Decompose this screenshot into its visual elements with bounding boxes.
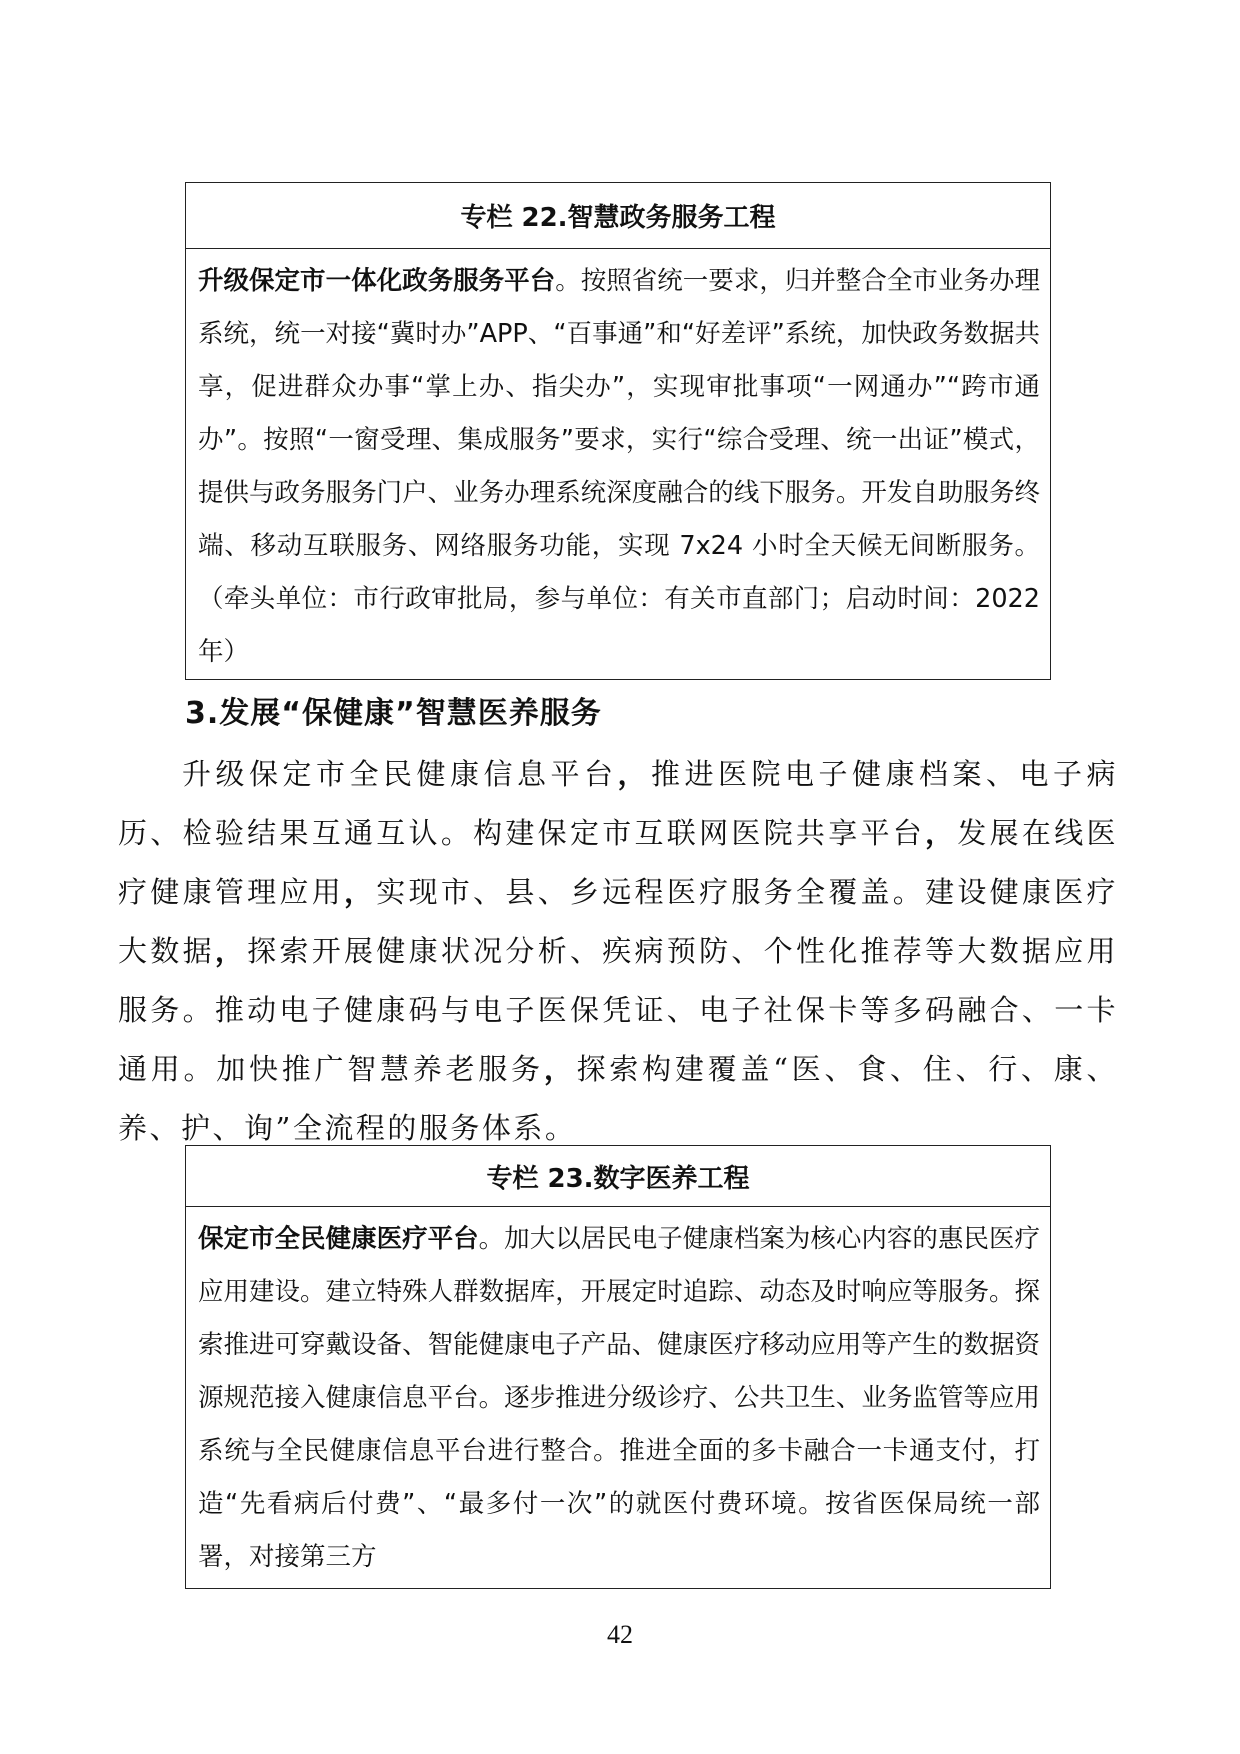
para-seg-1: 升级保定市全民健康信息平台: [182, 757, 618, 791]
column-23-title: 专栏 23.数字医养工程: [186, 1146, 1050, 1207]
para-seg-2: ，推进医院电子健康档案、电子病历、检验结果互通互认。构建保定市互联网医院共享平台: [118, 757, 1118, 850]
para-seg-6: ，探索构建覆盖“医、食、住、行、康、养、护、询”全流程的服务体系。: [118, 1052, 1118, 1145]
column-box-23: [185, 1145, 1051, 1589]
para-seg-3: ，发展在线医疗健康管理应用: [118, 816, 1118, 909]
column-23-lead: 保定市全民健康医疗平台: [198, 1224, 479, 1254]
column-23-body: [186, 1207, 1050, 1584]
column-22-lead: 升级保定市一体化政务服务平台: [198, 266, 556, 296]
column-22-body: [186, 249, 1050, 679]
column-23-text: 。加大以居民电子健康档案为核心内容的惠民医疗应用建设。建立特殊人群数据库，开展定时追踪、动态及时响应等服务。探索推进可穿戴设备、智能健康电子产品、健康医疗移动应用等产生的数据资源规范接入健康信息平台。逐步推进分级诊疗、公共卫生、业务监管等应用系统与全民健康信息平台进行整合。推进全面的多卡融合一卡通支付，打造“先看病后付费”、“最多付一次”的就医付费环境。按省医保局统一部署，对接第三方: [198, 1224, 1040, 1572]
para-seg-4: ，实现市、县、乡远程医疗服务全覆盖。建设健康医疗大数据: [118, 875, 1118, 968]
column-box-22: [185, 182, 1051, 680]
column-22-text: 。按照省统一要求，归并整合全市业务办理系统，统一对接“冀时办”APP、“百事通”和“好差评”系统，加快政务数据共享，促进群众办事“掌上办、指尖办”，实现审批事项“一网通办”“跨市通办”。按照“一窗受理、集成服务”要求，实行“综合受理、统一出证”模式，提供与政务服务门户、业务办理系统深度融合的线下服务。开发自助服务终端、移动互联服务、网络服务功能，实现 7x24 小时全天候无间断服务。（牵头单位：市行政审批局，参与单位：有关市直部门；启动时间：2022 年）: [198, 266, 1040, 667]
section-paragraph: [118, 745, 1118, 1158]
section-heading: 3.发展“保健康”智慧医养服务: [185, 696, 602, 731]
para-seg-5: ，探索开展健康状况分析、疾病预防、个性化推荐等大数据应用服务。推动电子健康码与电子医保凭证、电子社保卡等多码融合、一卡通用。加快推广智慧养老服务: [118, 934, 1118, 1086]
column-22-title: 专栏 22.智慧政务服务工程: [186, 183, 1050, 249]
page-number: 42: [607, 1620, 633, 1649]
